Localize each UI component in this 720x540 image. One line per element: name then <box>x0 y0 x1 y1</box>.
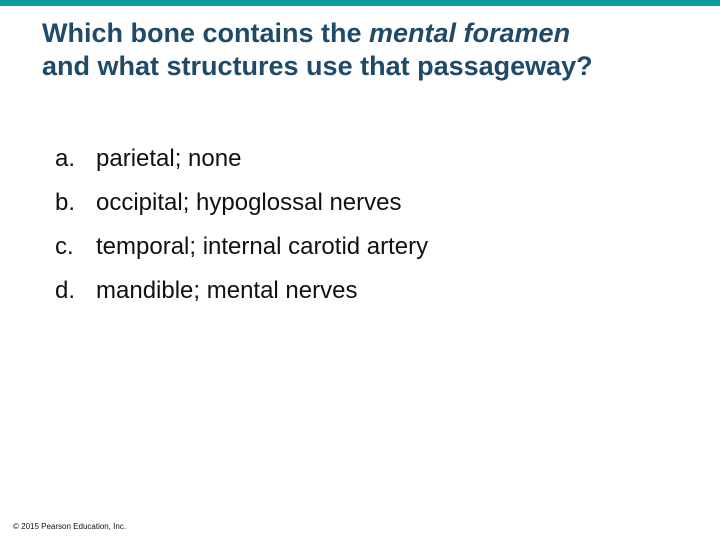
option-text: temporal; internal carotid artery <box>96 233 429 260</box>
option-letter: d. <box>55 277 76 304</box>
title-text-line2: and what structures use that passageway? <box>42 51 593 81</box>
option-letter: b. <box>55 189 76 216</box>
answer-option-a <box>55 145 428 189</box>
question-title <box>42 17 702 83</box>
top-accent-bar <box>0 0 720 6</box>
answer-option-d <box>55 277 428 321</box>
title-emphasis: mental foramen <box>369 18 571 48</box>
copyright-footer: © 2015 Pearson Education, Inc. <box>13 522 127 531</box>
title-text: Which bone contains the <box>42 18 370 48</box>
answer-option-b <box>55 189 428 233</box>
answer-option-c <box>55 233 428 277</box>
option-text: mandible; mental nerves <box>96 277 358 304</box>
option-text: occipital; hypoglossal nerves <box>96 189 402 216</box>
answer-options <box>55 145 428 321</box>
option-letter: a. <box>55 145 76 172</box>
option-letter: c. <box>55 233 74 260</box>
option-text: parietal; none <box>96 145 242 172</box>
